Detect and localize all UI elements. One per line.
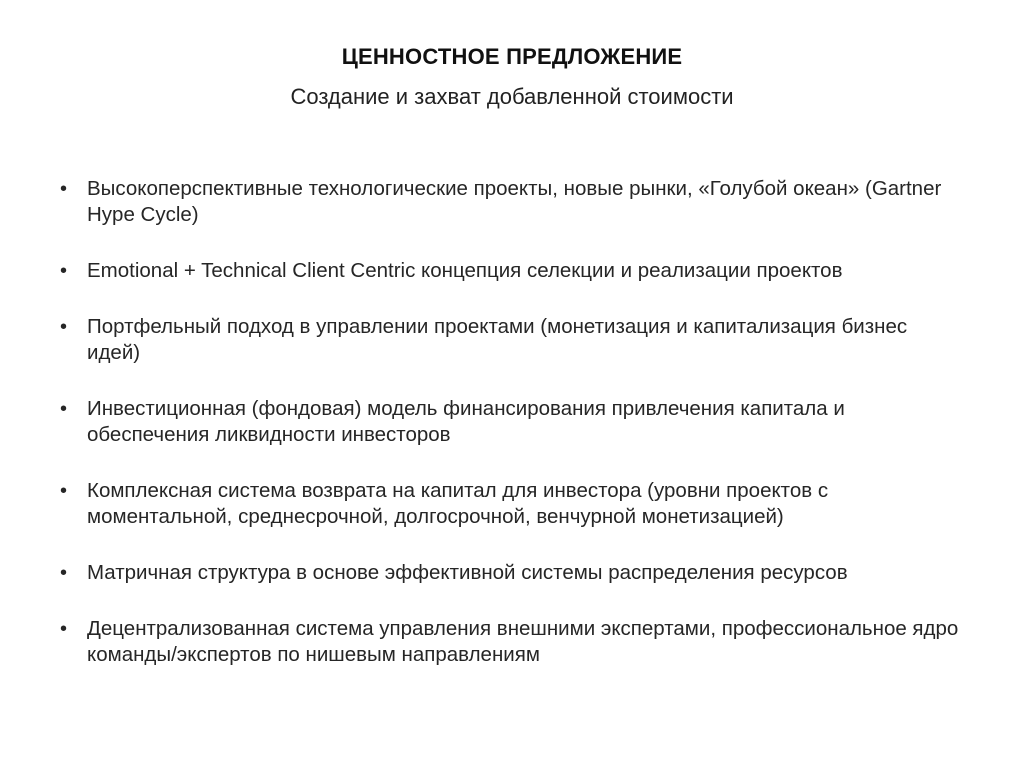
bullet-item — [60, 176, 960, 228]
bullet-marker: • — [60, 480, 68, 502]
bullet-item — [60, 616, 960, 668]
bullet-item — [60, 560, 960, 586]
bullet-text: Комплексная система возврата на капитал для инвестора (уровни проектов с моментальной, среднесрочной, долгосрочной, венчурной монетизацией) — [87, 479, 829, 528]
bullet-marker: • — [60, 618, 68, 640]
bullet-text: Emotional + Technical Client Centric концепция селекции и реализации проектов — [87, 259, 843, 282]
bullet-item — [60, 478, 960, 530]
bullet-list — [60, 176, 960, 668]
bullet-marker: • — [60, 398, 68, 420]
bullet-marker: • — [60, 178, 68, 200]
slide-subtitle: Создание и захват добавленной стоимости — [290, 84, 734, 109]
bullet-marker: • — [60, 562, 68, 584]
bullet-text: Матричная структура в основе эффективной системы распределения ресурсов — [87, 561, 848, 584]
bullet-marker: • — [60, 316, 68, 338]
bullet-text: Децентрализованная система управления внешними экспертами, профессиональное ядро команды/экспертов по нишевым направлениям — [87, 617, 959, 666]
bullet-marker: • — [60, 260, 68, 282]
bullet-text: Портфельный подход в управлении проектами (монетизация и капитализация бизнес идей) — [87, 315, 908, 364]
bullet-item — [60, 258, 960, 284]
bullet-text: Высокоперспективные технологические проекты, новые рынки, «Голубой океан» (Gartner Hype Cycle) — [87, 177, 942, 226]
bullet-text: Инвестиционная (фондовая) модель финансирования привлечения капитала и обеспечения ликвидности инвесторов — [87, 397, 845, 446]
bullet-item — [60, 396, 960, 448]
slide-title: ЦЕННОСТНОЕ ПРЕДЛОЖЕНИЕ — [341, 44, 683, 69]
bullet-item — [60, 314, 960, 366]
